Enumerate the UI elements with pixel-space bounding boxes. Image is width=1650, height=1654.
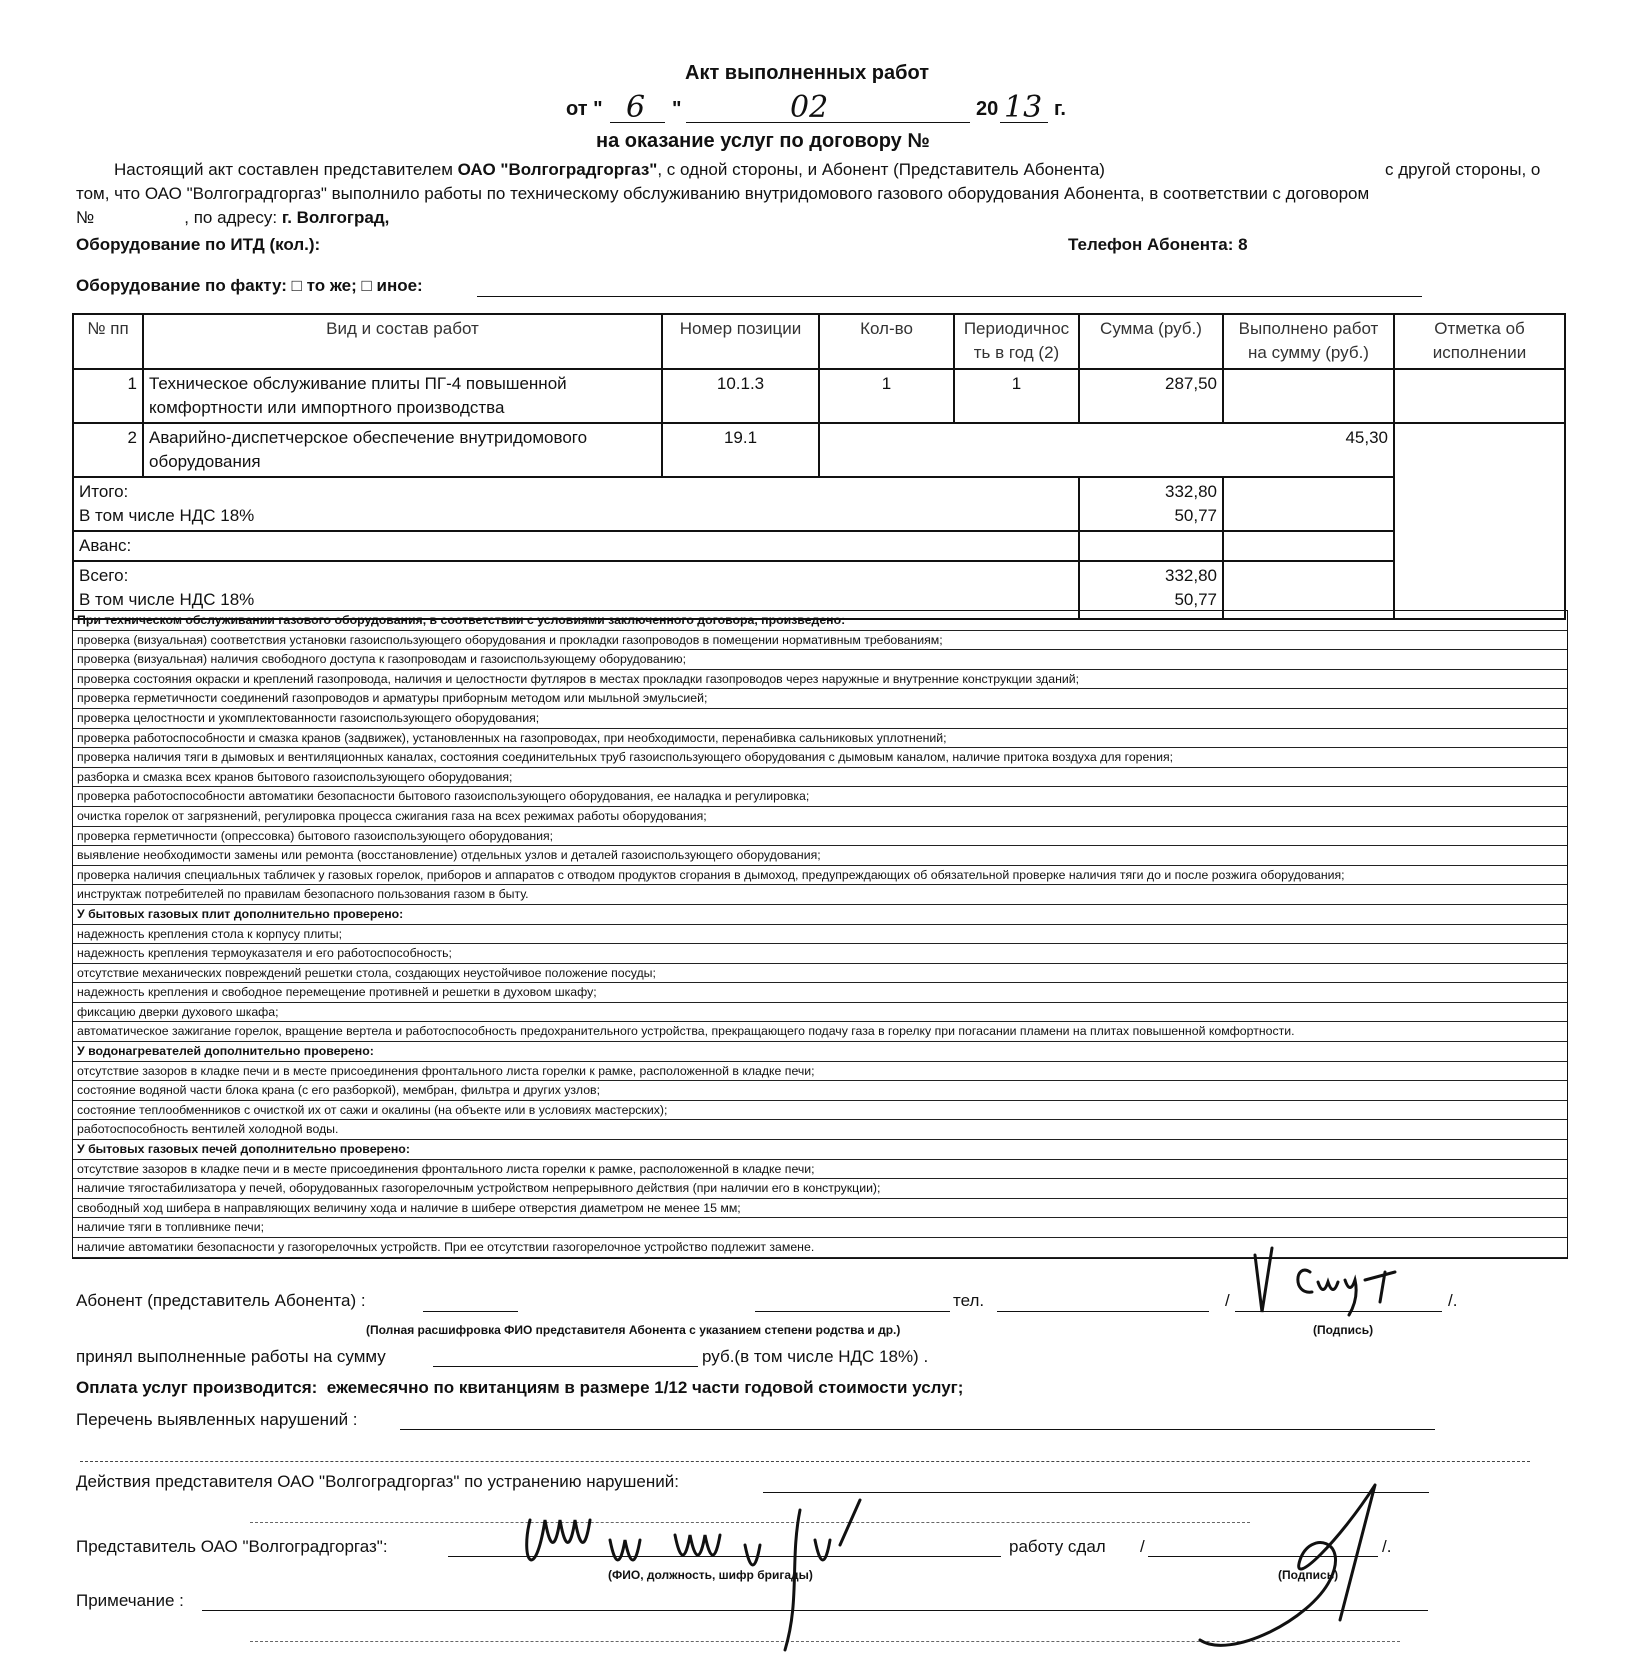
rep-sign-slash-end: /. xyxy=(1382,1537,1392,1556)
sign-slash: / xyxy=(1225,1291,1230,1310)
vsego-label: Всего: xyxy=(79,566,129,585)
checklist-item: проверка наличия тяги в дымовых и вентиляционных каналах, состояния соединительных труб газоиспользующего оборудования с дымовым каналом, наличие притока воздуха для горения; xyxy=(73,748,1567,768)
equipment-fact-label: Оборудование по факту: □ то же; □ иное: xyxy=(76,276,423,295)
rep-sign-slash: / xyxy=(1140,1537,1145,1556)
handed-signature xyxy=(1200,1485,1375,1645)
checklist-item: проверка целостности и укомплектованности газоиспользующего оборудования; xyxy=(73,709,1567,729)
vsego-nds: 50,77 xyxy=(1174,590,1217,609)
intro-text: , с одной стороны, и Абонент (Представитель Абонента) xyxy=(657,160,1105,179)
rep-hint: (ФИО, должность, шифр бригады) xyxy=(608,1568,813,1582)
rep-label: Представитель ОАО "Волгоградгоргаз": xyxy=(76,1537,388,1556)
rep-sign-hint: (Подпись) xyxy=(1278,1568,1339,1582)
actions-label: Действия представителя ОАО "Волгоградгоргаз" по устранению нарушений: xyxy=(76,1472,679,1491)
checklist-item: фиксацию дверки духового шкафа; xyxy=(73,1003,1567,1023)
document-title: Акт выполненных работ xyxy=(685,62,930,84)
row-work: Техническое обслуживание плиты ПГ-4 повышенной комфортности или импортного производства xyxy=(143,369,662,423)
itogo-label: Итого: xyxy=(79,482,129,501)
checklist-item: проверка герметичности соединений газопроводов и арматуры приборным методом или мыльной эмульсией; xyxy=(73,689,1567,709)
checklist-item: отсутствие зазоров в кладке печи и в месте присоединения фронтального листа горелки к рамке, расположенной в кладке печи; xyxy=(73,1062,1567,1082)
handed-label: работу сдал xyxy=(1009,1537,1106,1556)
representative-signature xyxy=(527,1500,860,1650)
document-subtitle: на оказание услуг по договору № xyxy=(596,130,930,152)
row-number: 2 xyxy=(73,423,143,477)
intro-text: Настоящий акт составлен представителем xyxy=(114,160,458,179)
accepted-currency: руб.(в том числе НДС 18%) . xyxy=(702,1347,929,1366)
row-period: 1 xyxy=(954,369,1079,423)
row-qty: 1 xyxy=(819,369,954,423)
checklist-item: автоматическое зажигание горелок, вращение вертела и работоспособность предохранительного устройства, прекращающего подачу газа в горелку при погасании пламени на плитах повышенной комфортности. xyxy=(73,1022,1567,1042)
checklist-item: инструктаж потребителей по правилам безопасного пользования газом в быту. xyxy=(73,885,1567,905)
col-header-period: Периодичнос ть в год (2) xyxy=(954,314,1079,369)
phone-label: Телефон Абонента: 8 xyxy=(1068,235,1248,254)
checklist-item: состояние теплообменников с очисткой их от сажи и окалины (на объекте или в условиях мастерских); xyxy=(73,1101,1567,1121)
checklist-item: проверка (визуальная) соответствия установки газоиспользующего оборудования и прокладки газопроводов в помещении нормативным требованиям; xyxy=(73,631,1567,651)
intro-line-1-end: с другой стороны, о xyxy=(1385,160,1541,179)
col-header-sum: Сумма (руб.) xyxy=(1079,314,1223,369)
row-sum: 287,50 xyxy=(1079,369,1223,423)
checklist-item: надежность крепления термоуказателя и его работоспособность; xyxy=(73,944,1567,964)
checklist-item: наличие тягостабилизатора у печей, оборудованных газогорелочным устройством непрерывного действия (при наличии его в конструкции); xyxy=(73,1179,1567,1199)
checklist-item: проверка (визуальная) наличия свободного доступа к газопроводам и газоиспользующему оборудованию; xyxy=(73,650,1567,670)
year-prefix: 20 xyxy=(976,98,999,120)
payment-label: Оплата услуг производится: xyxy=(76,1378,318,1397)
nds-label: В том числе НДС 18% xyxy=(79,590,255,609)
checklist-item: надежность крепления стола к корпусу плиты; xyxy=(73,925,1567,945)
checklist-item: проверка работоспособности автоматики безопасности бытового газоиспользующего оборудования, ее наладка и регулировка; xyxy=(73,787,1567,807)
handwritten-year: 13 xyxy=(1004,90,1043,125)
row-position: 10.1.3 xyxy=(662,369,819,423)
checklist-item: свободный ход шибера в направляющих величину хода и наличие в шибере отверстия диаметром не менее 15 мм; xyxy=(73,1199,1567,1219)
col-header-work: Вид и состав работ xyxy=(143,314,662,369)
accepted-label: принял выполненные работы на сумму xyxy=(76,1347,386,1366)
date-quote: " xyxy=(672,98,682,120)
checklist-item: очистка горелок от загрязнений, регулировка процесса сжигания газа на всех режимах работы оборудования; xyxy=(73,807,1567,827)
checklist-item: работоспособность вентилей холодной воды. xyxy=(73,1120,1567,1140)
checklist-item: проверка состояния окраски и креплений газопровода, наличия и целостности футляров в местах прокладки газопроводов через наружные и внутренние конструкции зданий; xyxy=(73,670,1567,690)
row-merged-sum: 45,30 xyxy=(819,423,1394,477)
checklist-heading: У бытовых газовых плит дополнительно проверено: xyxy=(73,905,1567,925)
abonent-label: Абонент (представитель Абонента) : xyxy=(76,1291,366,1310)
col-header-position: Номер позиции xyxy=(662,314,819,369)
col-header-done-sum: Выполнено работ на сумму (руб.) xyxy=(1223,314,1394,369)
checklist-item: отсутствие механических повреждений решетки стола, создающих неустойчивое положение посуды; xyxy=(73,964,1567,984)
equipment-itd-label: Оборудование по ИТД (кол.): xyxy=(76,235,321,254)
address-city: г. Волгоград, xyxy=(281,208,390,227)
year-suffix: г. xyxy=(1054,98,1066,120)
checklist-heading: При техническом обслуживании газового оборудования, в соответствии с условиями заключенного договора, произведено: xyxy=(73,611,1567,631)
intro-line-2: том, что ОАО "Волгоградгоргаз" выполнило работы по техническому обслуживанию внутридомового газового оборудования Абонента, в соответствии с договором xyxy=(76,184,1370,203)
address-label: , по адресу: xyxy=(184,208,282,227)
date-prefix: от " xyxy=(566,98,603,120)
handwritten-day: 6 xyxy=(626,90,646,125)
vsego-sum: 332,80 xyxy=(1165,566,1217,585)
payment-terms: ежемесячно по квитанциям в размере 1/12 части годовой стоимости услуг; xyxy=(326,1378,964,1397)
checklist-item: выявление необходимости замены или ремонта (восстановление) отдельных узлов и деталей газоиспользующего оборудования; xyxy=(73,846,1567,866)
checklist-item: проверка герметичности (опрессовка) бытового газоиспользующего оборудования; xyxy=(73,827,1567,847)
col-header-qty: Кол-во xyxy=(819,314,954,369)
col-header-mark: Отметка об исполнении xyxy=(1394,314,1565,369)
checklist-item: наличие тяги в топливнике печи; xyxy=(73,1218,1567,1238)
row-work: Аварийно-диспетчерское обеспечение внутридомового оборудования xyxy=(143,423,662,477)
org-name: ОАО "Волгоградгоргаз" xyxy=(457,160,658,179)
checklist-heading: У бытовых газовых печей дополнительно проверено: xyxy=(73,1140,1567,1160)
nds-label: В том числе НДС 18% xyxy=(79,506,255,525)
note-label: Примечание : xyxy=(76,1591,184,1610)
checklist-item: разборка и смазка всех кранов бытового газоиспользующего оборудования; xyxy=(73,768,1567,788)
checklist-item: отсутствие зазоров в кладке печи и в месте присоединения фронтального листа горелки к рамке, расположенной в кладке печи; xyxy=(73,1160,1567,1180)
avans-label: Аванс: xyxy=(73,531,1079,561)
abonent-signature xyxy=(1255,1248,1395,1315)
sign-hint: (Подпись) xyxy=(1313,1323,1374,1337)
violations-label: Перечень выявленных нарушений : xyxy=(76,1410,358,1429)
tel-label: тел. xyxy=(953,1291,985,1310)
row-number: 1 xyxy=(73,369,143,423)
col-header-number: № пп xyxy=(73,314,143,369)
itogo-sum: 332,80 xyxy=(1165,482,1217,501)
checklist-item: надежность крепления и свободное перемещение противней и решетки в духовом шкафу; xyxy=(73,983,1567,1003)
checklist-heading: У водонагревателей дополнительно проверено: xyxy=(73,1042,1567,1062)
fio-hint: (Полная расшифровка ФИО представителя Абонента с указанием степени родства и др.) xyxy=(366,1323,901,1337)
checklist-item: проверка наличия специальных табличек у газовых горелок, приборов и аппаратов с отводом продуктов сгорания в дымоход, предупреждающих об обязательной проверке наличия тяги до и после розжига оборудования; xyxy=(73,866,1567,886)
handwritten-month: 02 xyxy=(790,90,829,125)
checklist-item: наличие автоматики безопасности у газогорелочных устройств. При ее отсутствии газогорелочное устройство подлежит замене. xyxy=(73,1238,1567,1258)
itogo-nds: 50,77 xyxy=(1174,506,1217,525)
sign-slash-end: /. xyxy=(1448,1291,1458,1310)
checklist-item: проверка работоспособности и смазка кранов (задвижек), установленных на газопроводах, при необходимости, перенабивка сальниковых уплотнений; xyxy=(73,729,1567,749)
checklist-item: состояние водяной части блока крана (с его разборкой), мембран, фильтра и других узлов; xyxy=(73,1081,1567,1101)
contract-number-label: № xyxy=(76,208,95,227)
row-position: 19.1 xyxy=(662,423,819,477)
